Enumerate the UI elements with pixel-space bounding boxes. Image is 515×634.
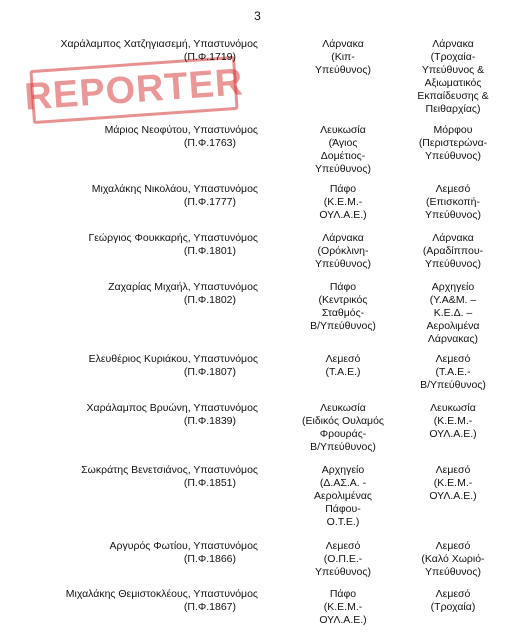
current-posting-line: Β/Υπεύθυνος)	[310, 320, 376, 332]
current-posting-line: Υπεύθυνος)	[315, 64, 371, 76]
new-posting-line: Αξιωματικός	[424, 77, 482, 89]
officer-badge-number: (Π.Φ.1867)	[183, 601, 236, 613]
new-posting-line: Υπεύθυνος)	[425, 150, 481, 162]
officer-cell	[48, 281, 258, 307]
new-posting-line: (Κ.Ε.Μ.-	[433, 415, 473, 427]
new-posting-line: ΟΥΛ.Α.Ε.)	[429, 428, 477, 440]
officer-name: Σωκράτης Βενετσιάνος, Υπαστυνόμος	[81, 464, 258, 476]
page-number: 3	[254, 9, 261, 23]
current-posting-line: Υπεύθυνος)	[315, 566, 371, 578]
new-posting-line: Β/Υπεύθυνος)	[420, 379, 486, 391]
current-posting-cell	[298, 353, 388, 379]
officer-cell	[48, 353, 258, 379]
new-posting-line: Λεμεσό	[435, 183, 471, 195]
current-posting-line: Σταθμός-	[321, 307, 365, 319]
new-posting-line: Λάρνακας)	[427, 333, 479, 345]
current-posting-cell	[298, 402, 388, 454]
current-posting-line: (Ειδικός Ουλαμός	[302, 415, 384, 427]
current-posting-line: (Κιπ-	[331, 51, 355, 63]
new-posting-line: Λάρνακα	[432, 38, 474, 50]
officer-name: Αργυρός Φωτίου, Υπαστυνόμος	[109, 540, 258, 552]
new-posting-cell	[400, 232, 506, 271]
current-posting-line: (Ο.Π.Ε.-	[323, 553, 363, 565]
current-posting-line: Αερολιμένας	[314, 490, 372, 502]
officer-badge-number: (Π.Φ.1839)	[183, 415, 236, 427]
current-posting-line: Λευκωσία	[320, 402, 366, 414]
current-posting-line: Πάφο	[329, 281, 357, 293]
new-posting-cell	[400, 540, 506, 579]
current-posting-line: (Κεντρικός	[318, 294, 368, 306]
officer-name: Ζαχαρίας Μιχαήλ, Υπαστυνόμος	[108, 281, 258, 293]
current-posting-line: Πάφο	[329, 588, 357, 600]
new-posting-line: Υπεύθυνος)	[425, 566, 481, 578]
new-posting-cell	[400, 281, 506, 346]
current-posting-line: Β/Υπεύθυνος)	[310, 441, 376, 453]
current-posting-line: (Τ.Α.Ε.)	[325, 366, 361, 378]
current-posting-line: Λευκωσία	[320, 124, 366, 136]
officer-badge-number: (Π.Φ.1777)	[183, 196, 236, 208]
officer-name: Γεώργιος Φουκκαρής, Υπαστυνόμος	[88, 232, 258, 244]
current-posting-cell	[298, 281, 388, 333]
current-posting-cell	[298, 38, 388, 77]
new-posting-line: (Καλό Χωριό-	[421, 553, 485, 565]
new-posting-cell	[400, 588, 506, 614]
new-posting-cell	[400, 464, 506, 503]
new-posting-line: Υπεύθυνος)	[425, 209, 481, 221]
new-posting-line: (Τροχαία)	[430, 601, 476, 613]
officer-name: Ελευθέριος Κυριάκου, Υπαστυνόμος	[88, 353, 258, 365]
new-posting-line: Λευκωσία	[430, 402, 476, 414]
new-posting-cell	[400, 124, 506, 163]
current-posting-line: (Άγιος	[328, 137, 358, 149]
new-posting-line: Λεμεσό	[435, 353, 471, 365]
officer-badge-number: (Π.Φ.1807)	[183, 366, 236, 378]
reporter-watermark: REPORTER	[29, 56, 238, 124]
new-posting-line: Λεμεσό	[435, 464, 471, 476]
current-posting-cell	[298, 464, 388, 529]
new-posting-line: Λάρνακα	[432, 232, 474, 244]
current-posting-cell	[298, 588, 388, 627]
current-posting-line: Ο.Τ.Ε.)	[326, 516, 360, 528]
officer-cell	[48, 402, 258, 428]
new-posting-line: Λεμεσό	[435, 540, 471, 552]
new-posting-line: Αρχηγείο	[431, 281, 475, 293]
officer-name: Μιχαλάκης Θεμιστοκλέους, Υπαστυνόμος	[65, 588, 258, 600]
current-posting-cell	[298, 124, 388, 176]
current-posting-line: (Κ.Ε.Μ.-	[323, 601, 363, 613]
current-posting-line: (Ορόκλινη-	[317, 245, 369, 257]
officer-cell	[48, 232, 258, 258]
new-posting-line: Αερολιμένα	[426, 320, 480, 332]
current-posting-line: Φρουράς-	[319, 428, 367, 440]
current-posting-cell	[298, 232, 388, 271]
new-posting-line: (Αραδίππου-	[422, 245, 484, 257]
current-posting-line: (Δ.ΑΣ.Α. -	[319, 477, 367, 489]
current-posting-line: ΟΥΛ.Α.Ε.)	[319, 614, 367, 626]
current-posting-line: Υπεύθυνος)	[315, 258, 371, 270]
officer-name: Χαράλαμπος Βρυώνη, Υπαστυνόμος	[86, 402, 258, 414]
current-posting-line: Λάρνακα	[322, 232, 364, 244]
new-posting-line: (Τροχαία-	[430, 51, 476, 63]
current-posting-line: Λεμεσό	[325, 540, 361, 552]
officer-badge-number: (Π.Φ.1802)	[183, 294, 236, 306]
officer-badge-number: (Π.Φ.1866)	[183, 553, 236, 565]
new-posting-line: Λεμεσό	[435, 588, 471, 600]
new-posting-cell	[400, 38, 506, 116]
current-posting-line: Πάφο	[329, 183, 357, 195]
new-posting-cell	[400, 402, 506, 441]
current-posting-line: ΟΥΛ.Α.Ε.)	[319, 209, 367, 221]
new-posting-line: Υπεύθυνος)	[425, 258, 481, 270]
officer-cell	[48, 464, 258, 490]
officer-name: Χαράλαμπος Χατζηγιασεμή, Υπαστυνόμος	[60, 38, 258, 50]
current-posting-line: (Κ.Ε.Μ.-	[323, 196, 363, 208]
current-posting-cell	[298, 183, 388, 222]
new-posting-cell	[400, 353, 506, 392]
officer-cell	[48, 38, 258, 64]
new-posting-line: Εκπαίδευσης &	[417, 90, 489, 102]
current-posting-cell	[298, 540, 388, 579]
new-posting-line: Μόρφου	[433, 124, 473, 136]
new-posting-cell	[400, 183, 506, 222]
current-posting-line: Πάφου-	[325, 503, 361, 515]
new-posting-line: Κ.Ε.Δ. –	[433, 307, 473, 319]
officer-badge-number: (Π.Φ.1851)	[183, 477, 236, 489]
officer-badge-number: (Π.Φ.1763)	[183, 137, 236, 149]
current-posting-line: Δομέτιος-	[320, 150, 366, 162]
new-posting-line: (Επισκοπή-	[426, 196, 480, 208]
officer-name: Μάριος Νεοφύτου, Υπαστυνόμος	[104, 124, 258, 136]
new-posting-line: (Υ.Α&Μ. –	[429, 294, 477, 306]
current-posting-line: Λάρνακα	[322, 38, 364, 50]
new-posting-line: (Κ.Ε.Μ.-	[433, 477, 473, 489]
current-posting-line: Υπεύθυνος)	[315, 163, 371, 175]
officer-cell	[48, 183, 258, 209]
new-posting-line: Υπεύθυνος &	[421, 64, 485, 76]
officer-cell	[48, 588, 258, 614]
current-posting-line: Αρχηγείο	[321, 464, 365, 476]
officer-cell	[48, 540, 258, 566]
officer-cell	[48, 124, 258, 150]
current-posting-line: Λεμεσό	[325, 353, 361, 365]
officer-badge-number: (Π.Φ.1801)	[183, 245, 236, 257]
officer-badge-number: (Π.Φ.1719)	[183, 51, 236, 63]
officer-name: Μιχαλάκης Νικολάου, Υπαστυνόμος	[91, 183, 258, 195]
new-posting-line: (Τ.Α.Ε.-	[435, 366, 471, 378]
new-posting-line: ΟΥΛ.Α.Ε.)	[429, 490, 477, 502]
new-posting-line: (Περιστερώνα-	[418, 137, 488, 149]
new-posting-line: Πειθαρχίας)	[425, 103, 481, 115]
